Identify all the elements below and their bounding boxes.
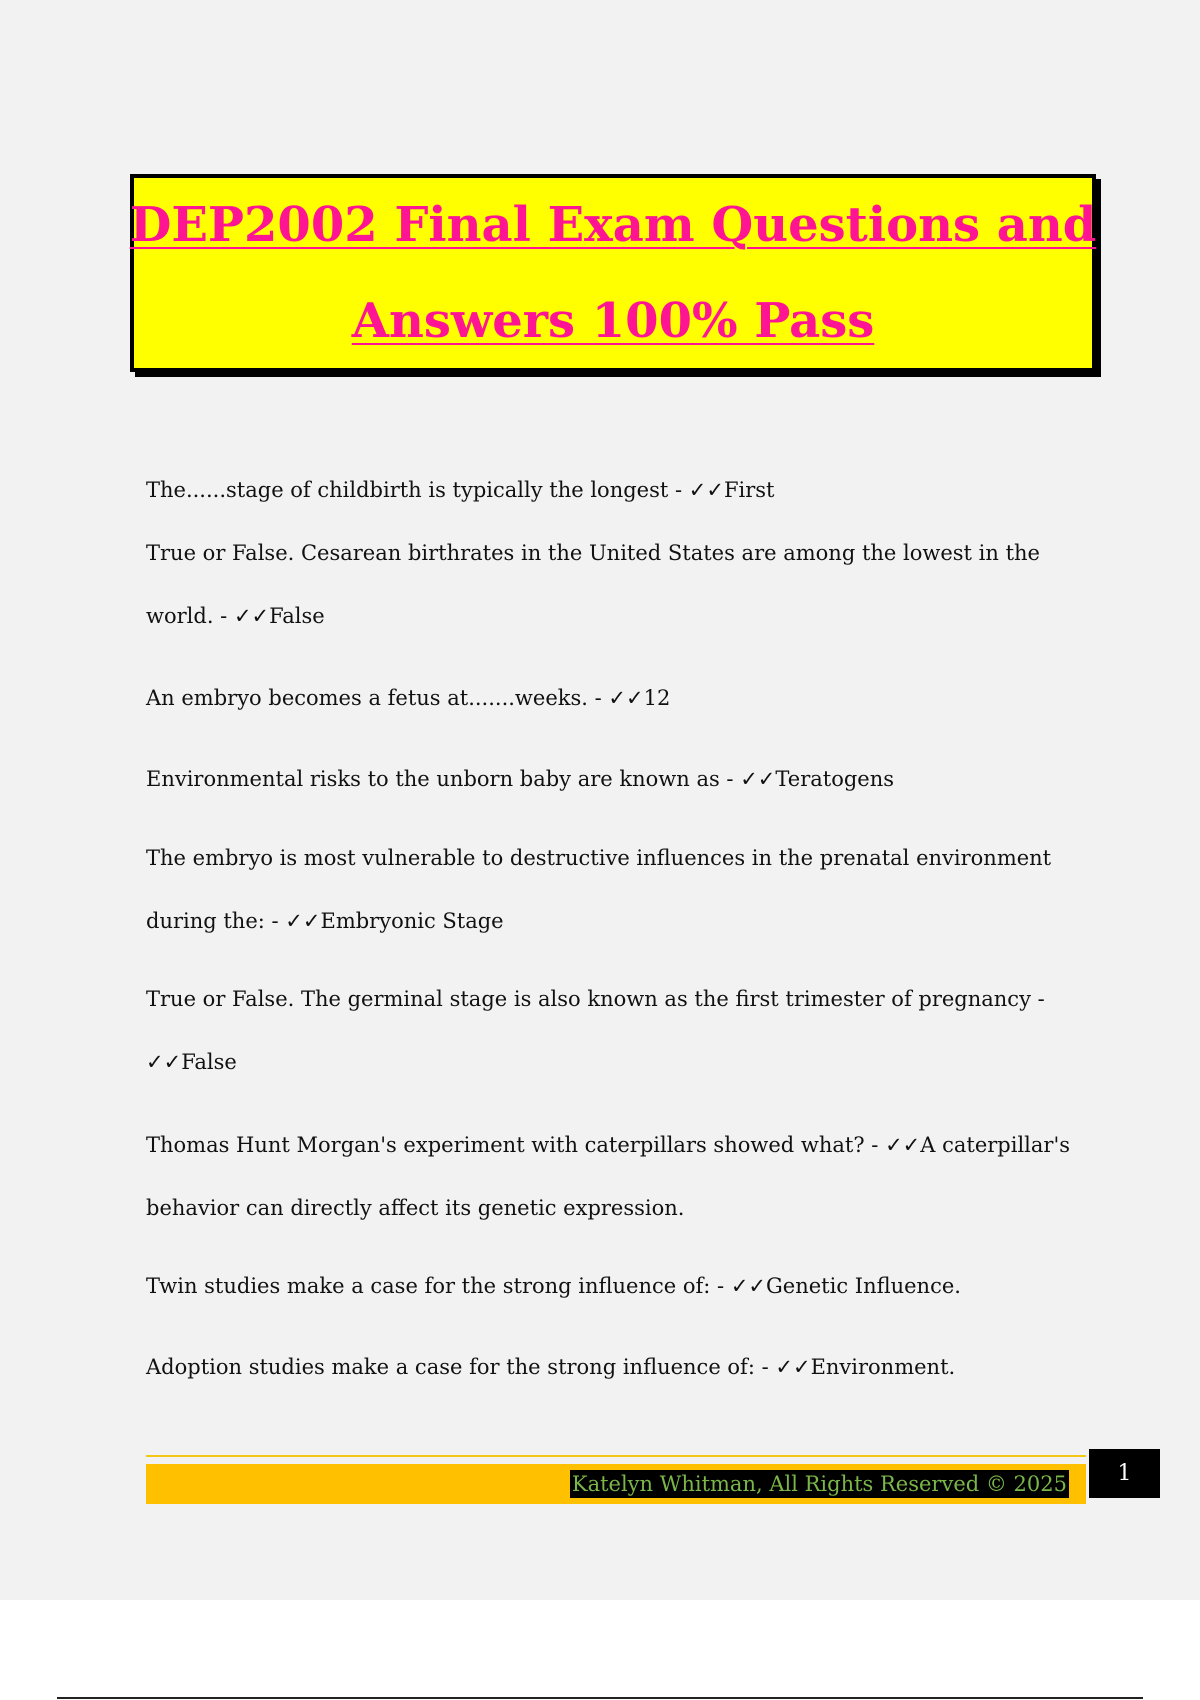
qa-separator: -	[864, 1133, 886, 1157]
answer-text: ✓✓Genetic Influence.	[730, 1274, 961, 1298]
qa-separator: -	[587, 686, 609, 710]
question-text: Thomas Hunt Morgan's experiment with caterpillars showed what?	[146, 1133, 865, 1157]
question-text: An embryo becomes a fetus at.......weeks.	[146, 686, 588, 710]
qa-separator: -	[213, 604, 234, 628]
title-banner	[130, 174, 1096, 372]
copyright-notice: Katelyn Whitman, All Rights Reserved © 2025	[571, 1472, 1067, 1496]
answer-text: ✓✓First	[688, 478, 775, 502]
qa-separator: -	[264, 909, 286, 933]
answer-text: ✓✓Embryonic Stage	[285, 909, 504, 933]
qa-item-4	[146, 748, 1096, 811]
question-text: The embryo is most vulnerable to destructive influences in the prenatal environment during the:	[146, 846, 1052, 933]
qa-item-6	[146, 968, 1096, 1094]
answer-text: ✓✓Environment.	[775, 1355, 956, 1379]
qa-item-2	[146, 522, 1096, 648]
answer-text: ✓✓Teratogens	[740, 767, 895, 791]
qa-separator: -	[1030, 987, 1045, 1011]
qa-separator: -	[710, 1274, 731, 1298]
qa-item-8	[146, 1255, 1096, 1318]
document-title-line-1: DEP2002 Final Exam Questions and	[129, 197, 1097, 253]
qa-item-1	[146, 459, 1096, 522]
footer-bar	[146, 1464, 1086, 1504]
answer-text: ✓✓False	[146, 1050, 237, 1074]
qa-item-5	[146, 827, 1096, 953]
document-title-line-2: Answers 100% Pass	[351, 293, 875, 349]
qa-separator: -	[668, 478, 689, 502]
question-text: True or False. Cesarean birthrates in the United States are among the lowest in the world.	[146, 541, 1040, 628]
question-text: Adoption studies make a case for the strong influence of:	[146, 1355, 755, 1379]
footer-divider	[146, 1455, 1086, 1457]
bottom-divider	[57, 1697, 1143, 1699]
question-text: Environmental risks to the unborn baby are known as	[146, 767, 720, 791]
answer-text: ✓✓A caterpillar's behavior can directly affect its genetic expression.	[146, 1133, 1070, 1220]
question-text: Twin studies make a case for the strong influence of:	[146, 1274, 711, 1298]
question-text: The......stage of childbirth is typically the longest	[146, 478, 669, 502]
page-number: 1	[1089, 1449, 1160, 1498]
qa-separator: -	[754, 1355, 776, 1379]
qa-separator: -	[719, 767, 741, 791]
question-text: True or False. The germinal stage is also known as the first trimester of pregnancy	[146, 987, 1031, 1011]
answer-text: ✓✓False	[233, 604, 325, 628]
qa-item-9	[146, 1336, 1096, 1399]
qa-item-3	[146, 667, 1096, 730]
answer-text: ✓✓12	[608, 686, 671, 710]
qa-item-7	[146, 1114, 1096, 1240]
